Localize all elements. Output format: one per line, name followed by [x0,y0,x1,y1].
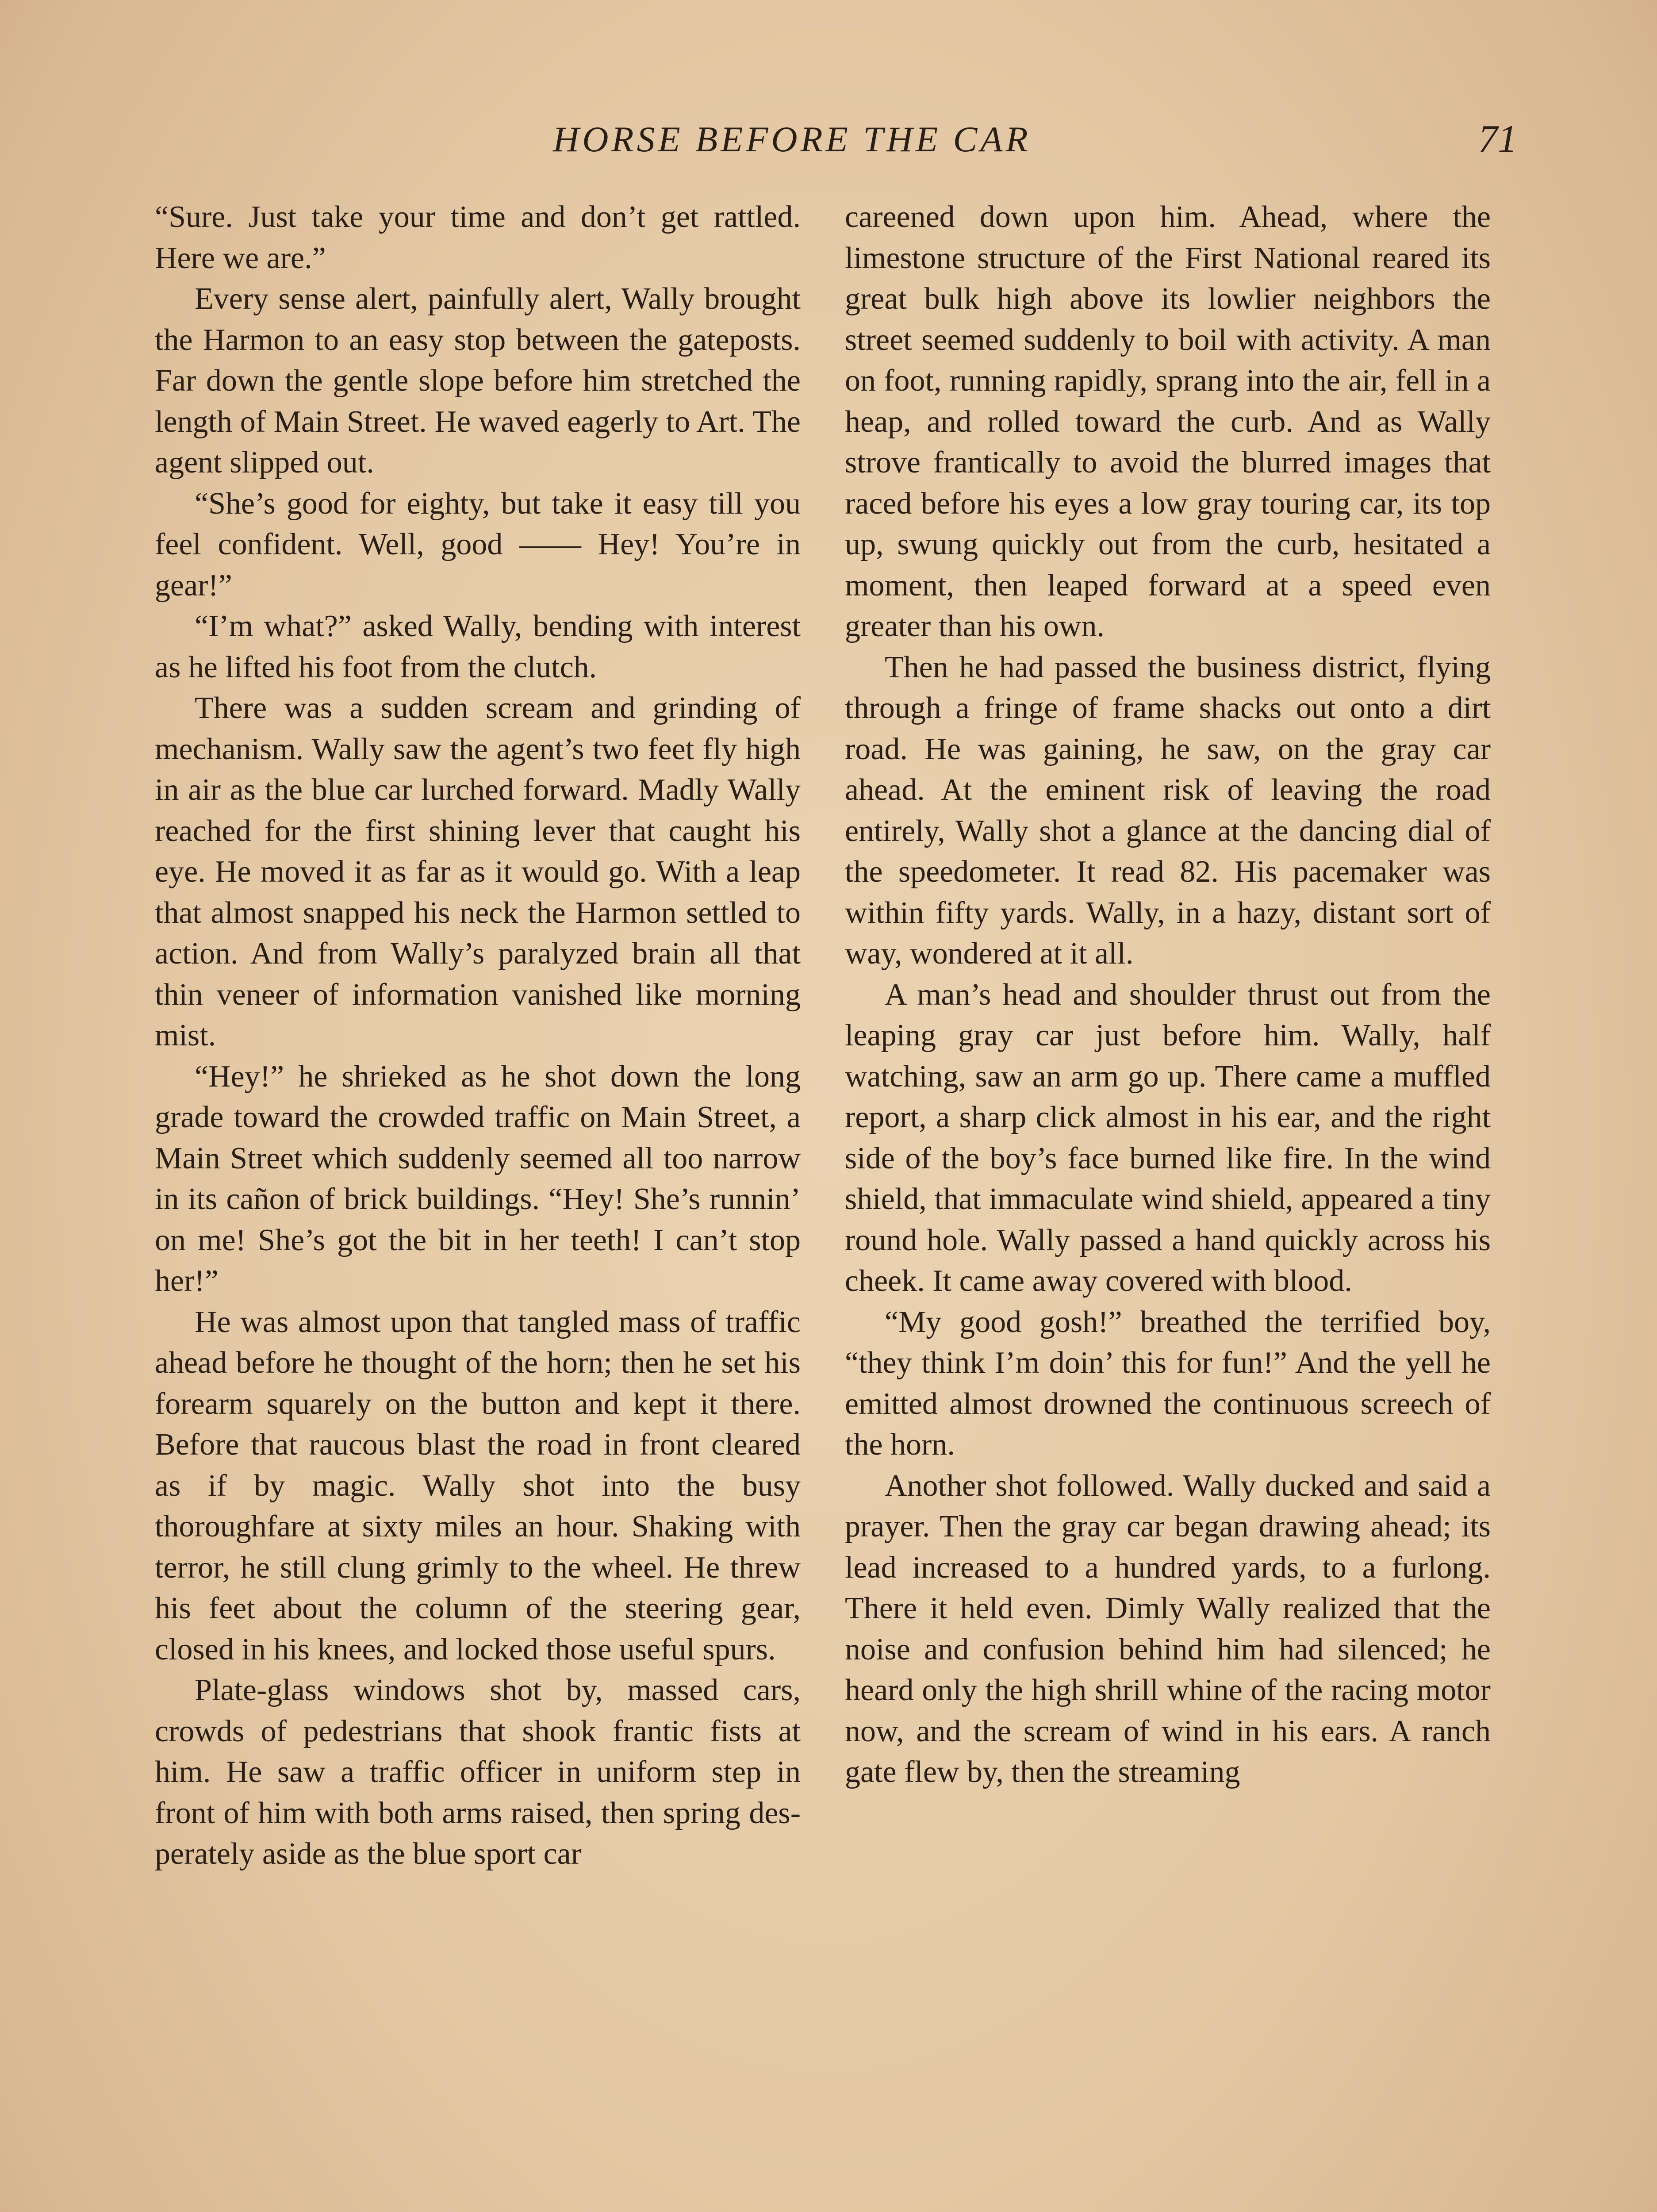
page-number: 71 [1478,118,1517,161]
right-column [845,197,1491,1793]
paragraph: “I’m what?” asked Wally, bending with interest as he lifted his foot from the clutch. [155,609,801,684]
running-title: HORSE BEFORE THE CAR [553,119,1031,159]
paragraph: A man’s head and shoulder thrust out from the leaping gray car just before him. Wally, half watching, saw an arm go up. There came a muffled report, a sharp click almost in his ear, and the right side of the boy’s face burned like fire. In the wind shield, that immaculate wind shield, appeared a tiny round hole. Wally passed a hand quickly across his cheek. It came away covered with blood. [845,977,1491,1298]
paragraph: He was almost upon that tangled mass of traffic ahead before he thought of the horn; then he set his forearm squarely on the button and kept it there. Before that raucous blast the road in front cleared as if by magic. Wally shot into the busy thoroughfare at sixty miles an hour. Shaking with terror, he still clung grimly to the wheel. He threw his feet about the column of the steering gear, closed in his knees, and locked those useful spurs. [155,1305,801,1667]
paragraph: Another shot followed. Wally ducked and said a prayer. Then the gray car began drawing ahead; its lead increased to a hundred yards, to a furlong. There it held even. Dimly Wally realized that the noise and confusion behind him had silenced; he heard only the high shrill whine of the racing motor now, and the scream of wind in his ears. A ranch gate flew by, then the streaming [845,1468,1491,1789]
paragraph: careened down upon him. Ahead, where the limestone structure of the First National reared its great bulk high above its lowlier neighbors the street seemed suddenly to boil with activity. A man on foot, running rapidly, sprang into the air, fell in a heap, and rolled toward the curb. And as Wally strove frantically to avoid the blurred images that raced before his eyes a low gray touring car, its top up, swung quickly out from the curb, hesitated a moment, then leaped forward at a speed even greater than his own. [845,200,1491,643]
paragraph: There was a sudden scream and grinding of mechanism. Wally saw the agent’s two feet fly high in air as the blue car lurched forward. Madly Wally reached for the first shining lever that caught his eye. He moved it as far as it would go. With a leap that almost snapped his neck the Harmon settled to action. And from Wally’s paralyzed brain all that thin veneer of information vanished like morning mist. [155,691,801,1052]
paragraph: Plate-glass windows shot by, massed cars, crowds of pedestrians that shook frantic fists at him. He saw a traffic officer in uniform step in front of him with both arms raised, then spring desperately aside as the blue sport car [155,1673,801,1871]
paragraph: Every sense alert, painfully alert, Wally brought the Harmon to an easy stop between the gateposts. Far down the gentle slope before him stretched the length of Main Street. He waved eagerly to Art. The agent slipped out. [155,282,801,480]
paragraph: “She’s good for eighty, but take it easy till you feel confident. Well, good —— Hey! You’re in gear!” [155,486,801,603]
paragraph: “Hey!” he shrieked as he shot down the long grade toward the crowded traffic on Main Street, a Main Street which suddenly seemed all too narrow in its cañon of brick buildings. “Hey! She’s runnin’ on me! She’s got the bit in her teeth! I can’t stop her!” [155,1059,801,1298]
left-column [155,197,801,1875]
paragraph: “Sure. Just take your time and don’t get rattled. Here we are.” [155,200,801,275]
running-head [146,119,1517,167]
paragraph: “My good gosh!” breathed the terrified boy, “they think I’m doin’ this for fun!” And the yell he emitted almost drowned the continuous screech of the horn. [845,1305,1491,1462]
paragraph: Then he had passed the business district, flying through a fringe of frame shacks out onto a dirt road. He was gaining, he saw, on the gray car ahead. At the eminent risk of leaving the road entirely, Wally shot a glance at the dancing dial of the speedometer. It read 82. His pacemaker was within fifty yards. Wally, in a hazy, distant sort of way, wondered at it all. [845,650,1491,971]
